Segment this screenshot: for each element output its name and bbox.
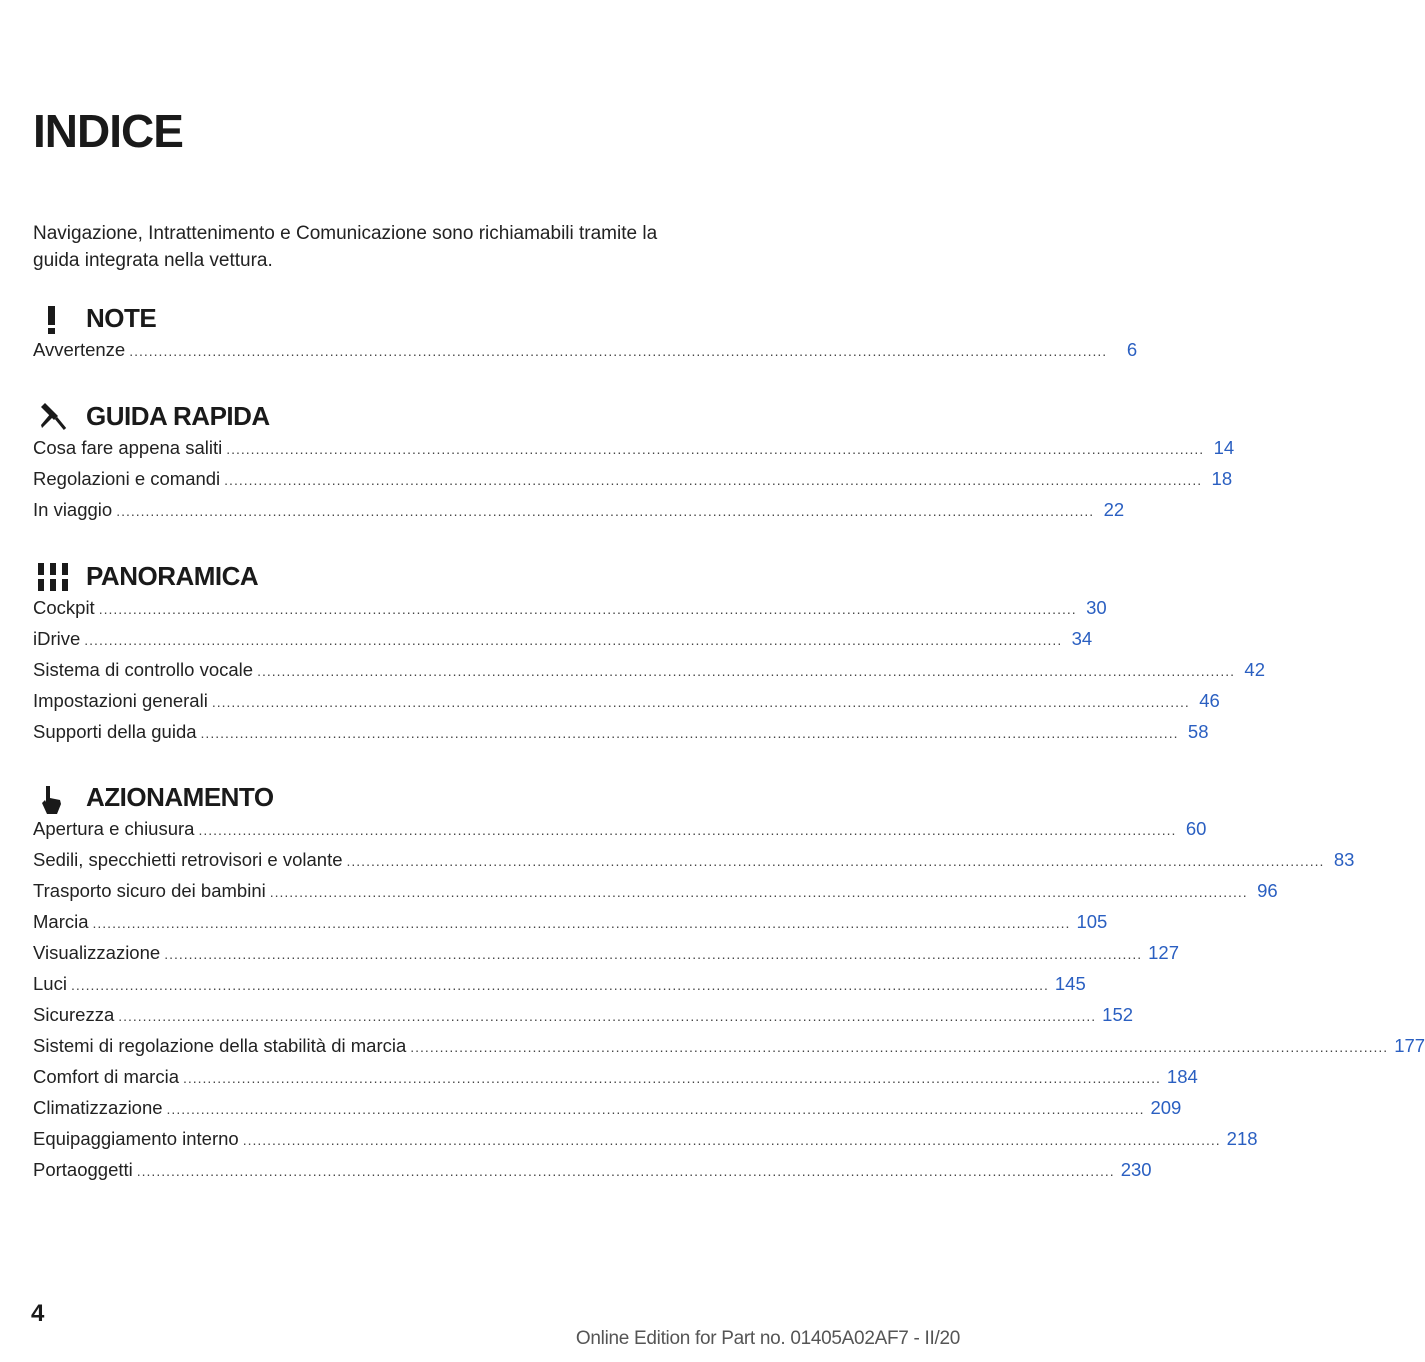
toc-entry[interactable]: [33, 818, 1207, 849]
toc-entry[interactable]: [33, 437, 1235, 468]
toc-entry-label: Sistema di controllo vocale: [33, 659, 254, 680]
dot-leader: ........................................................................................................................................................................................................: [242, 1132, 1221, 1148]
toc-entry-label: Luci: [33, 973, 67, 994]
dot-leader: ........................................................................................................................................................................................................: [166, 1101, 1145, 1117]
toc-page-link[interactable]: 184: [1166, 1066, 1198, 1087]
dot-leader: ........................................................................................................................................................................................................: [226, 441, 1205, 457]
toc-entry[interactable]: [33, 911, 1108, 942]
toc-page-link[interactable]: 145: [1054, 973, 1086, 994]
toc-page-link[interactable]: 60: [1185, 818, 1207, 839]
toc-page-link[interactable]: 127: [1148, 942, 1179, 963]
toc-entry[interactable]: [33, 339, 1138, 370]
section-header: [33, 557, 688, 597]
toc-page-link[interactable]: 46: [1199, 690, 1220, 711]
toc-entry[interactable]: [33, 942, 1179, 973]
toc-entry-label: Regolazioni e comandi: [33, 468, 221, 489]
dot-leader: ........................................................................................................................................................................................................: [129, 343, 1108, 359]
dot-leader: ........................................................................................................................................................................................................: [269, 884, 1248, 900]
toc-list: [33, 597, 1265, 752]
toc-page-link[interactable]: 42: [1244, 659, 1265, 680]
toc-page-link[interactable]: 30: [1086, 597, 1107, 618]
toc-entry[interactable]: [33, 468, 1233, 499]
toc-entry[interactable]: [33, 659, 1265, 690]
dot-leader: ........................................................................................................................................................................................................: [164, 946, 1143, 962]
toc-entry-label: Sistemi di regolazione della stabilità di marcia: [33, 1035, 407, 1056]
page-title: INDICE: [33, 105, 183, 157]
dot-leader: ........................................................................................................................................................................................................: [70, 977, 1049, 993]
toc-entry[interactable]: [33, 1035, 1425, 1066]
dot-leader: ........................................................................................................................................................................................................: [116, 503, 1095, 519]
section-header: [33, 299, 688, 339]
toc-entry[interactable]: [33, 880, 1278, 911]
toc-entry-label: Comfort di marcia: [33, 1066, 179, 1087]
section-header: [33, 778, 688, 818]
section-guida-rapida: [33, 397, 1235, 530]
toc-entry-label: iDrive: [33, 628, 81, 649]
toc-page-link[interactable]: 230: [1120, 1159, 1152, 1180]
toc-page-link[interactable]: 22: [1103, 499, 1125, 520]
section-title: PANORAMICA: [86, 561, 259, 591]
toc-page-link[interactable]: 105: [1076, 911, 1108, 932]
exclamation-icon: [33, 299, 73, 339]
section-title: GUIDA RAPIDA: [86, 401, 270, 431]
pin-icon: [33, 397, 73, 437]
intro-text: Navigazione, Intrattenimento e Comunicazione sono richiamabili tramite la guida integrata nella vettura.: [33, 223, 658, 271]
toc-entry-label: Avvertenze: [33, 339, 126, 360]
toc-entry[interactable]: [33, 721, 1209, 752]
dot-leader: ........................................................................................................................................................................................................: [136, 1163, 1115, 1179]
dot-leader: ........................................................................................................................................................................................................: [92, 915, 1071, 931]
dot-leader: ........................................................................................................................................................................................................: [211, 694, 1190, 710]
toc-page-link[interactable]: 177: [1394, 1035, 1425, 1056]
dot-leader: ........................................................................................................................................................................................................: [200, 725, 1179, 741]
toc-page-link[interactable]: 34: [1071, 628, 1093, 649]
toc-entry[interactable]: [33, 690, 1220, 721]
section-header: [33, 397, 688, 437]
toc-entry[interactable]: [33, 1097, 1182, 1128]
toc-entry[interactable]: [33, 597, 1107, 628]
toc-list: [33, 339, 1138, 370]
toc-entry[interactable]: [33, 1066, 1198, 1097]
toc-entry-label: Apertura e chiusura: [33, 818, 195, 839]
toc-entry[interactable]: [33, 849, 1355, 880]
toc-entry[interactable]: [33, 1128, 1258, 1159]
toc-entry[interactable]: [33, 628, 1093, 659]
toc-page-link[interactable]: 14: [1213, 437, 1235, 458]
footer-edition: Online Edition for Part no. 01405A02AF7 - II/20: [575, 1328, 960, 1349]
hand-pointer-icon: [33, 778, 73, 818]
toc-entry[interactable]: [33, 1004, 1134, 1035]
dot-leader: ........................................................................................................................................................................................................: [84, 632, 1063, 648]
toc-entry-label: Impostazioni generali: [33, 690, 208, 711]
toc-list: [33, 818, 1425, 1190]
toc-entry-label: Visualizzazione: [33, 942, 161, 963]
toc-page-link[interactable]: 83: [1333, 849, 1355, 870]
section-panoramica: [33, 557, 1265, 752]
dot-leader: ........................................................................................................................................................................................................: [257, 663, 1235, 679]
toc-entry-label: Sedili, specchietti retrovisori e volante: [33, 849, 343, 870]
toc-page-link[interactable]: 18: [1211, 468, 1233, 489]
section-azionamento: [33, 778, 1425, 1190]
toc-entry[interactable]: [33, 973, 1086, 1004]
toc-entry[interactable]: [33, 499, 1125, 530]
toc-list: [33, 437, 1235, 530]
dot-leader: ........................................................................................................................................................................................................: [410, 1039, 1389, 1055]
toc-entry-label: Cockpit: [33, 597, 95, 618]
toc-page-link[interactable]: 209: [1150, 1097, 1182, 1118]
toc-entry-label: Trasporto sicuro dei bambini: [33, 880, 266, 901]
dot-leader: ........................................................................................................................................................................................................: [182, 1070, 1161, 1086]
section-title: NOTE: [86, 303, 157, 333]
grid-icon: [33, 557, 73, 597]
dot-leader: ........................................................................................................................................................................................................: [198, 822, 1177, 838]
toc-entry-label: Sicurezza: [33, 1004, 115, 1025]
toc-entry[interactable]: [33, 1159, 1152, 1190]
section-title: AZIONAMENTO: [86, 782, 274, 812]
toc-page-link[interactable]: 218: [1226, 1128, 1258, 1149]
toc-entry-label: Portaoggetti: [33, 1159, 133, 1180]
page-number: 4: [31, 1300, 45, 1327]
dot-leader: ........................................................................................................................................................................................................: [98, 601, 1077, 617]
toc-page-link[interactable]: 96: [1257, 880, 1278, 901]
dot-leader: ........................................................................................................................................................................................................: [118, 1008, 1097, 1024]
dot-leader: ........................................................................................................................................................................................................: [224, 472, 1203, 488]
dot-leader: ........................................................................................................................................................................................................: [346, 853, 1325, 869]
toc-entry-label: Supporti della guida: [33, 721, 197, 742]
toc-entry-label: In viaggio: [33, 499, 113, 520]
toc-entry-label: Climatizzazione: [33, 1097, 163, 1118]
toc-entry-label: Equipaggiamento interno: [33, 1128, 239, 1149]
section-note: [33, 299, 1138, 370]
toc-page-link[interactable]: 6: [1126, 339, 1138, 360]
toc-page-link[interactable]: 58: [1187, 721, 1209, 742]
toc-page-link[interactable]: 152: [1102, 1004, 1134, 1025]
toc-entry-label: Marcia: [33, 911, 89, 932]
toc-entry-label: Cosa fare appena saliti: [33, 437, 223, 458]
